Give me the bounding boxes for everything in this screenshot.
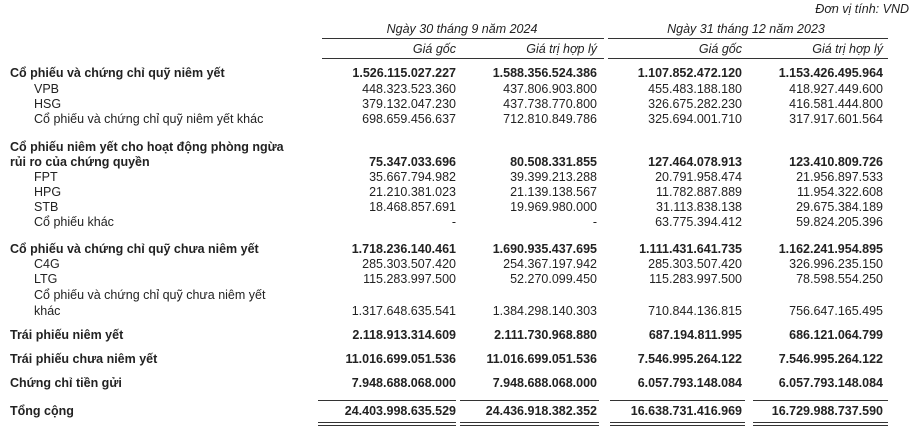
table-row [0,155,919,171]
cell-cost-2024: 18.468.857.691 [369,200,456,214]
cell-cost-2024: 379.132.047.230 [362,97,456,111]
row-label: C4G [34,257,60,271]
cell-fair-value-2024: 1.588.356.524.386 [492,66,597,80]
row-label: HSG [34,97,62,111]
table-row [0,352,919,368]
cell-fair-value-2024: 52.270.099.450 [510,272,597,286]
cell-cost-2023: 687.194.811.995 [648,328,742,342]
cell-fair-value-2023: 29.675.384.189 [796,200,883,214]
cell-fair-value-2024: 11.016.699.051.536 [486,352,597,366]
cell-fair-value-2023: 1.153.426.495.964 [778,66,883,80]
row-label: Trái phiếu niêm yết [10,328,124,342]
row-label: HPG [34,185,62,199]
cell-cost-2024: 285.303.507.420 [362,257,456,271]
cell-fair-value-2023: 7.546.995.264.122 [778,352,883,366]
cell-cost-2024: 75.347.033.696 [369,155,456,169]
table-row [0,170,919,186]
cell-fair-value-2023: 16.729.988.737.590 [771,404,883,418]
cell-cost-2023: 11.782.887.889 [656,185,742,199]
cell-cost-2023: 1.111.431.641.735 [639,242,742,256]
cell-cost-2023: 285.303.507.420 [648,257,742,271]
cell-cost-2023: 455.483.188.180 [648,82,742,96]
cell-fair-value-2023: 756.647.165.495 [789,304,883,318]
header-underline-2023 [608,58,888,59]
row-label: rủi ro của chứng quyền [10,155,150,169]
cell-fair-value-2023: 416.581.444.800 [789,97,883,111]
total-double-rule [753,422,888,426]
cell-cost-2024: 1.317.648.635.541 [351,304,456,318]
table-row [0,112,919,128]
cell-cost-2024: 21.210.381.023 [369,185,456,199]
table-row [0,304,919,320]
period-underline-2023 [608,38,888,39]
cell-cost-2023: 16.638.731.416.969 [630,404,742,418]
col-header-cost-2024: Giá gốc [412,42,456,56]
row-label: Cổ phiếu và chứng chỉ quỹ chưa niêm yết [10,242,259,256]
table-row [0,200,919,216]
cell-fair-value-2024: 1.384.298.140.303 [492,304,597,318]
cell-cost-2024: - [451,215,456,229]
period-underline-2024 [322,38,604,39]
total-double-rule [460,422,599,426]
table-row [0,82,919,98]
cell-fair-value-2024: 21.139.138.567 [510,185,597,199]
cell-fair-value-2024: 19.969.980.000 [510,200,597,214]
cell-fair-value-2023: 686.121.064.799 [789,328,883,342]
cell-fair-value-2024: 712.810.849.786 [503,112,597,126]
table-row [0,66,919,82]
row-label: Cổ phiếu và chứng chỉ quỹ niêm yết khác [34,112,264,126]
cell-fair-value-2024: 254.367.197.942 [503,257,597,271]
cell-cost-2023: 1.107.852.472.120 [637,66,742,80]
cell-fair-value-2023: 6.057.793.148.084 [778,376,883,390]
cell-cost-2024: 698.659.456.637 [362,112,456,126]
cell-fair-value-2023: 123.410.809.726 [789,155,883,169]
cell-fair-value-2023: 78.598.554.250 [796,272,883,286]
total-rule [753,400,888,401]
table-row [0,272,919,288]
cell-fair-value-2024: 437.806.903.800 [503,82,597,96]
total-rule [318,400,456,401]
cell-fair-value-2024: 437.738.770.800 [503,97,597,111]
cell-fair-value-2024: 1.690.935.437.695 [492,242,597,256]
cell-fair-value-2023: 11.954.322.608 [797,185,883,199]
row-label: Cổ phiếu và chứng chỉ quỹ chưa niêm yết [34,288,266,302]
cell-fair-value-2023: 418.927.449.600 [789,82,883,96]
cell-cost-2023: 31.113.838.138 [656,200,742,214]
period-header-2023: Ngày 31 tháng 12 năm 2023 [667,22,825,36]
row-label: Cổ phiếu niêm yết cho hoạt động phòng ngừa [10,140,284,154]
total-double-rule [610,422,745,426]
cell-fair-value-2024: 39.399.213.288 [510,170,597,184]
table-row [0,257,919,273]
cell-fair-value-2023: 59.824.205.396 [796,215,883,229]
row-label: VPB [34,82,60,96]
row-label: LTG [34,272,58,286]
unit-note: Đơn vị tính: VND [815,2,909,16]
cell-cost-2023: 115.283.997.500 [649,272,742,286]
row-label: Cổ phiếu khác [34,215,114,229]
cell-cost-2023: 63.775.394.412 [655,215,742,229]
cell-fair-value-2024: 2.111.730.968.880 [494,328,597,342]
row-label: Chứng chỉ tiền gửi [10,376,122,390]
row-label: Trái phiếu chưa niêm yết [10,352,158,366]
cell-fair-value-2023: 326.996.235.150 [789,257,883,271]
cell-fair-value-2023: 317.917.601.564 [789,112,883,126]
cell-cost-2023: 325.694.001.710 [648,112,742,126]
cell-cost-2023: 7.546.995.264.122 [637,352,742,366]
row-label: Tổng cộng [10,404,74,418]
total-double-rule [318,422,456,426]
cell-fair-value-2024: 24.436.918.382.352 [485,404,597,418]
row-label: khác [34,304,61,318]
cell-fair-value-2024: 80.508.331.855 [510,155,597,169]
cell-cost-2024: 2.118.913.314.609 [352,328,456,342]
total-rule [460,400,599,401]
period-header-2024: Ngày 30 tháng 9 năm 2024 [386,22,538,36]
cell-cost-2023: 6.057.793.148.084 [637,376,742,390]
cell-cost-2023: 20.791.958.474 [655,170,742,184]
table-row [0,288,919,304]
cell-cost-2023: 127.464.078.913 [648,155,742,169]
table-row [0,97,919,113]
col-header-fair-value-2023: Giá trị hợp lý [812,42,883,56]
table-row [0,140,919,156]
table-row [0,242,919,258]
cell-cost-2024: 1.526.115.027.227 [352,66,456,80]
cell-cost-2024: 7.948.688.068.000 [351,376,456,390]
col-header-cost-2023: Giá gốc [698,42,742,56]
cell-fair-value-2023: 1.162.241.954.895 [778,242,883,256]
header-underline-2024 [322,58,604,59]
cell-cost-2024: 448.323.523.360 [362,82,456,96]
cell-cost-2024: 1.718.236.140.461 [351,242,456,256]
cell-fair-value-2023: 21.956.897.533 [796,170,883,184]
table-row [0,328,919,344]
cell-cost-2024: 11.016.699.051.536 [345,352,456,366]
table-row [0,376,919,392]
cell-cost-2024: 24.403.998.635.529 [344,404,456,418]
table-row [0,404,919,420]
row-label: STB [34,200,59,214]
cell-fair-value-2024: 7.948.688.068.000 [492,376,597,390]
row-label: Cổ phiếu và chứng chỉ quỹ niêm yết [10,66,225,80]
row-label: FPT [34,170,58,184]
col-header-fair-value-2024: Giá trị hợp lý [526,42,597,56]
cell-fair-value-2024: - [592,215,597,229]
cell-cost-2023: 326.675.282.230 [648,97,742,111]
table-row [0,215,919,231]
cell-cost-2023: 710.844.136.815 [648,304,742,318]
cell-cost-2024: 35.667.794.982 [369,170,456,184]
total-rule [610,400,745,401]
cell-cost-2024: 115.283.997.500 [363,272,456,286]
table-row [0,185,919,201]
